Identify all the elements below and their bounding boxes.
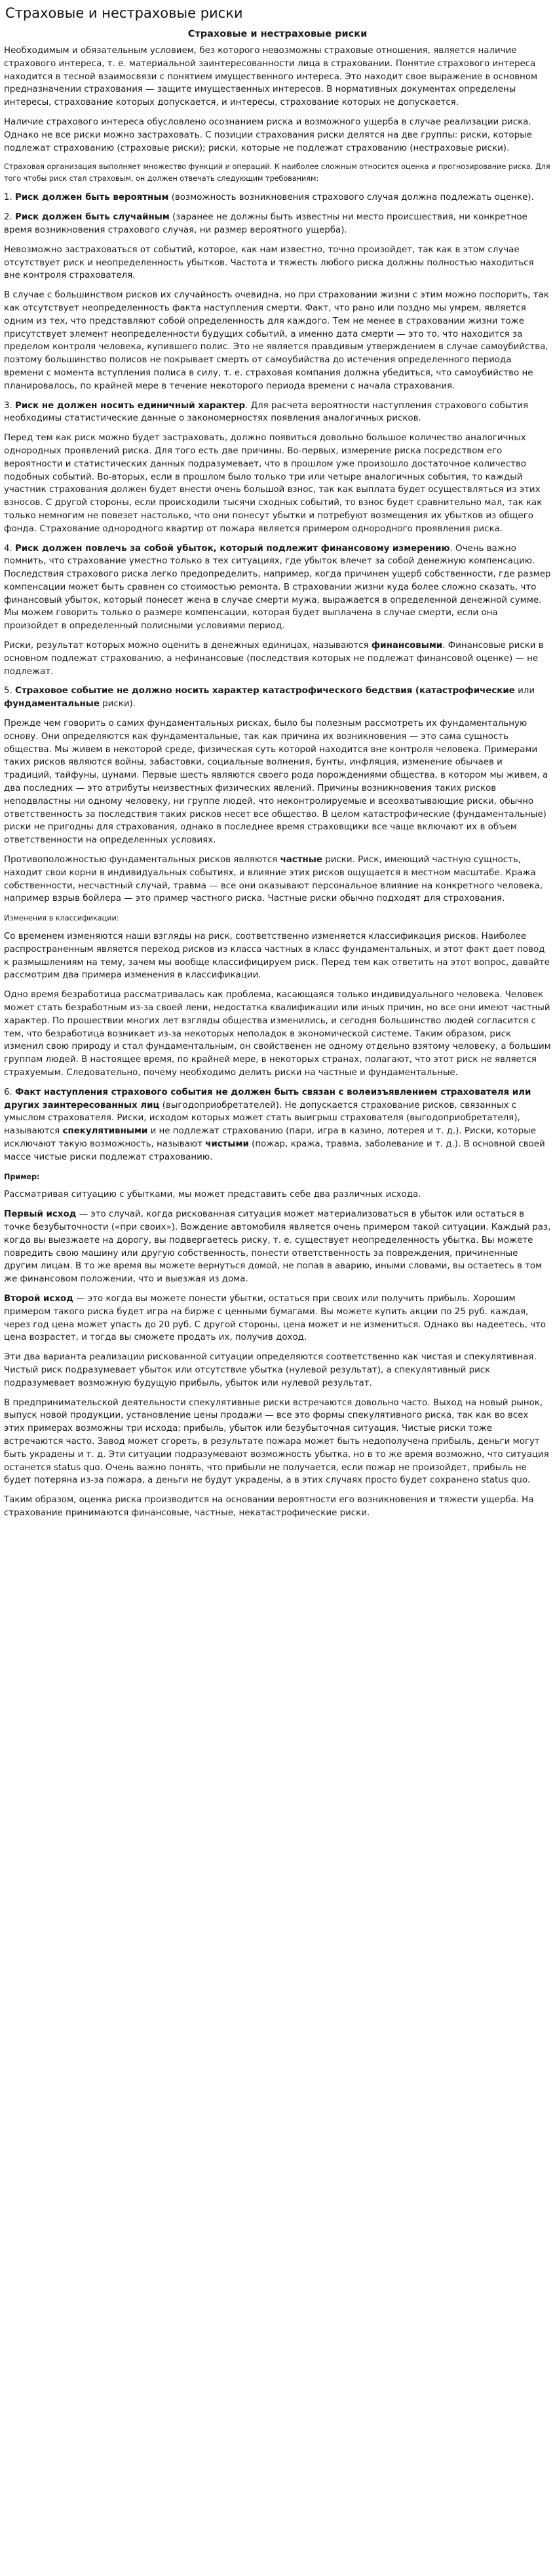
- req-number: 3.: [4, 400, 16, 411]
- paragraph: Со временем изменяются наши взгляды на риск, соответственно изменяется классификация рисков. Наиболее распространенным является переход рисков из класса частных в класс фундаментальных, и этот факт дает повод к размышлениям на тему, зачем мы вообще классифицируем риск. Перед тем как ответить на этот вопрос, давайте рассмотрим два примера изменения в классификации.: [4, 932, 550, 981]
- req-text: . Очень важно помнить, что страхование уместно только в тех ситуациях, где убыток влечет за собой денежную компенсацию. Последствия страхового риска легко предопределить, например, когда причинен ущерб собственности, где размер компенсации может быть сравнен со стоимостью ремонта. В страховании жизни куда более сложно сказать, что финансовый убыток, который понесет жена в случае смерти мужа, выражается в определенной денежной сумме. Мы можем говорить только о размере компенсации, которая будет выплачена в случае смерти, если она произойдет в определенный полисными условиями период.: [4, 543, 551, 632]
- text-fragment: риски. Риск, имеющий частную сущность, находит свои корни в индивидуальных событиях, и влияние этих рисков ощущается в местном масштабе. Кража собственности, несчастный случай, травма — все они оказывают персональное влияние на конкретного человека, например взрыв бойлера — это пример частного риска. Частные риски обычно подходят для страхования.: [4, 855, 543, 904]
- req-text: . Для расчета вероятности наступления страхового события необходимы статистические данные о закономерностях появления аналогичных рисков.: [4, 400, 529, 424]
- paragraph: [4, 639, 551, 678]
- outcome-2: [4, 1293, 551, 1344]
- paragraph: Рассматривая ситуацию с убытками, мы может представить себе два различных исхода.: [4, 1190, 421, 1200]
- requirement-4: [4, 542, 551, 634]
- req-number: 4.: [4, 543, 16, 554]
- paragraph: В случае с большинством рисков их случайность очевидна, но при страховании жизни с этим можно поспорить, так как отсутствует неопределенность факта наступления смерти. Факт, что рано или поздно мы умрем, является одним из тех, что представляют собой определенность для каждого. Тем не менее в страховании жизни тоже присутствует элемент неопределенности будущих событий, а именно дата смерти — это то, что находится за пределом контроля человека, купившего полис. Это не является правдивым утверждением в случае самоубийства, поэтому большинство полисов не покрывает смерть от самоубийства до истечения определенного периода времени с момента вступления полиса в силу, т. е. страховая компания должна убедиться, что самоубийство не планировалось, по крайней мере в течение некоторого периода времени с начала страхования.: [4, 290, 549, 391]
- text-fragment: (выгодоприобретателей). Не допускается страхование рисков, связанных с умыслом страхователя. Риски, исходом которых может стать выигрыш страхователя (выгодоприобретателя), называются: [4, 1100, 520, 1137]
- paragraph: Эти два варианта реализации рискованной ситуации определяются соответственно как чистая и спекулятивная. Чистый риск подразумевает убыток или отсутствие убытка (нулевой результат), а спекулятивный риск подразумевает возможную будущую прибыль, убыток или нулевой результат.: [4, 1352, 537, 1388]
- req-title: Риск должен быть вероятным: [15, 193, 169, 203]
- paragraph: В предпринимательской деятельности спекулятивные риски встречаются довольно часто. Выход на новый рынок, выпуск новой продукции, установление цены продажи — все это формы спекулятивного риска, так как во всех этих примерах возможны три исхода: прибыль, убыток или безубыточная ситуация. Чистые риски тоже встречаются часто. Завод может сгореть, в результате пожара может быть недополучена прибыль, деньги могут быть украдены и т. д. Эти ситуации подразумевают возможность убытка, но в то же время возможно, что ситуация останется status quo. Очень важно понять, что прибыли не получается, если пожар не произойдет, прибыль не будет потеряна из-за пожара, а деньги не будут украдены, а в этих случаях просто будет сохранено status quo.: [4, 1397, 549, 1486]
- outcome-title: Второй исход: [4, 1293, 73, 1304]
- requirement-1: [4, 191, 551, 204]
- paragraph: Перед тем как риск можно будет застраховать, должно появиться довольно большое количество аналогичных однородных проявлений риска. Для того есть две причины. Во-первых, измерение риска посредством его вероятности и статистических данных подразумевает, что в прошлом уже произошло достаточное количество подобных событий. Во-вторых, если в прошлом было только три или четыре аналогичных события, то каждый участник страхования должен будет внести очень большой взнос, так как выплата будет осуществляться из этих взносов. С другой стороны, если происходили тысячи сходных событий, то взнос будет сравнительно мал, так как только немногим не повезет настолько, что они понесут убытки и потребуют возмещения их убытков из общего фонда. Страхование однородного квартир от пожара является примером однородного проявления риска.: [4, 433, 543, 534]
- req-number: 1.: [4, 193, 16, 203]
- req-title: Риск должен повлечь за собой убыток, который подлежит финансовому измерению: [15, 543, 450, 554]
- paragraph: Невозможно застраховаться от событий, которое, как нам известно, точно произойдет, так как в этом случае отсутствует риск и неопределенность убытков. Частота и тяжесть любого риска должны полностью находиться вне контроля страхователя.: [4, 244, 534, 281]
- requirement-3: [4, 400, 551, 426]
- conclusion-paragraph: Таким образом, оценка риска производится на основании вероятности его возникновения и тяжести ущерба. На страхование принимаются финансовые, частные, некатастрофические риски.: [4, 1495, 534, 1518]
- intro-paragraph: Необходимым и обязательным условием, без которого невозможны страховые отношения, является наличие страхового интереса, т. е. материальной заинтересованности лица в страховании. Понятие страхового интереса находится в тесной взаимосвязи с понятием имущественного интереса. Это находит свое выражение в основном предназначении страхования — защите имущественных интересов. В нормативных документах определены интересы, страхование которых допускается, и интересы, страхование которых не допускается.: [4, 46, 538, 108]
- classification-heading: Изменения в классификации:: [4, 914, 119, 923]
- paragraph: Прежде чем говорить о самих фундаментальных рисках, было бы полезным рассмотреть их фундаментальную основу. Они определяются как фундаментальные, так как причина их возникновения — это сама сущность общества. Мы живем в некоторой среде, физическая суть которой находится вне контроля человека. Примерами таких рисков являются войны, забастовки, социальные волнения, бунты, инфляция, изменение обычаев и традиций, тайфуны, цунами. Первые шесть являются своего рода порождениями общества, в котором мы живем, а два последних — это атрибуты неизвестных физических явлений. Причины возникновения таких рисков неподвластны ни одному человеку, ни группе людей, что неконтролируемые и всеохватывающие риски, обычно ответственность за последствия таких рисков несет все общество. В целом катастрофические (фундаментальные) риски не пригодны для страхования, однако в последнее время страховщики все чаще включают их в объем ответственности на определенных условиях.: [4, 719, 548, 846]
- text-fragment: — это когда вы можете понести убытки, остаться при своих или получить прибыль. Хорошим примером такого риска будет игра на бирже с ценными бумагами. Вы можете купить акции по 25 руб. каждая, через год цена может упасть до 20 руб. С другой стороны, цена может и не измениться. Однако вы надеетесь, что цена возрастет, и тогда вы сможете продать их, получив доход.: [4, 1293, 546, 1343]
- req-number: 6.: [4, 1087, 16, 1097]
- term-speculative: спекулятивными: [62, 1126, 148, 1137]
- article-title: Страховые и нестраховые риски: [187, 29, 368, 39]
- example-heading: [4, 1171, 551, 1184]
- text-fragment: Противоположностью фундаментальных рисков являются: [4, 855, 280, 865]
- term-pure: чистыми: [205, 1139, 249, 1149]
- example-label: Пример:: [4, 1172, 40, 1181]
- text-fragment: Риски, результат которых можно оценить в денежных единицах, называются: [4, 641, 372, 651]
- req-number: 2.: [4, 212, 16, 223]
- req-title: Страховое событие не должно носить характер катастрофического бедствия (катастрофические: [15, 686, 515, 696]
- outcome-1: [4, 1208, 551, 1286]
- req-text: (заранее не должны быть известны ни место происшествия, ни конкретное время возникновения страхового случая, ни размер вероятного ущерба).: [4, 212, 527, 235]
- page-title: Страховые и нестраховые риски: [5, 5, 243, 21]
- text-fragment: и не подлежат страхованию (пари, игра в казино, лотерея и т. д.). Риски, которые исключают такую возможность, называют: [4, 1126, 536, 1149]
- term-private: частные: [280, 855, 322, 865]
- requirements-intro: Страховая организация выполняет множество функций и операций. К наиболее сложным относится оценка и прогнозирование риска. Для того чтобы риск стал страховым, он должен отвечать следующим требованиям:: [4, 162, 550, 183]
- requirement-6: [4, 1086, 551, 1164]
- req-text: (возможность возникновения страхового случая должна подлежать оценке).: [168, 193, 534, 203]
- req-number: 5.: [4, 686, 16, 696]
- paragraph: [4, 854, 551, 905]
- text-fragment: (пожар, кража, травма, заболевание и т. д.). В основной своей массе чистые риски подлежат страхованию.: [4, 1139, 545, 1162]
- term-fundamental: фундаментальные: [4, 699, 100, 710]
- requirement-2: [4, 211, 551, 237]
- text-fragment: — это случай, когда рискованная ситуация может материализоваться в убыток или остаться в точке безубыточности («при своих»). Вождение автомобиля является очень примером такой ситуации. Каждый раз, когда вы выезжаете на дорогу, вы подвергаетесь риску, т. е. существует неопределенность убытка. Вы можете повредить свою машину или другую собственность, понести ответственность за повреждения, причиненные другим лицам. В то же время вы можете вернуться домой, не попав в аварию, иными словами, вы остаетесь в том же финансовом положении, что и выезжая из дома.: [4, 1209, 551, 1285]
- requirement-5: [4, 685, 551, 711]
- req-title: Факт наступления страхового события не должен быть связан с волеизъявлением страхователя или других заинтересованных лиц: [4, 1087, 531, 1110]
- req-title: Риск не должен носить единичный характер: [15, 400, 246, 411]
- outcome-title: Первый исход: [4, 1209, 77, 1220]
- term-financial: финансовыми: [371, 641, 443, 651]
- intro-paragraph: Наличие страхового интереса обусловлено осознанием риска и возможного ущерба в случае реализации риска. Однако не все риски можно застраховать. С позиции страхования риски делятся на две группы: риски, которые подлежат страхованию (страховые риски); риски, которые не подлежат страхованию (нестраховые риски).: [4, 117, 532, 153]
- req-text: риски).: [99, 699, 136, 710]
- text-fragment: . Финансовые риски в основном подлежат страхованию, а нефинансовые (последствия которых не подлежат финансовой оценке) — не подлежат.: [4, 641, 544, 677]
- paragraph: Одно время безработица рассматривалась как проблема, касающаяся только индивидуального человека. Человек может стать безработным из-за своей лени, недостатка квалификации или иных причин, но все они имеют частный характер. По прошествии многих лет взгляды общества изменились, и сегодня большинство людей согласится с тем, что безработица возникает из-за некоторых неполадок в экономической системе. Таким образом, риск изменил свою природу и стал фундаментальным, он свойственен не одному отдельно взятому человеку, а большим группам людей. В настоящее время, по крайней мере, в некоторых странах, полагают, что этот риск не является страхуемым. Следовательно, почему необходимо делить риски на частные и фундаментальные.: [4, 990, 551, 1078]
- text-fragment: или: [514, 686, 535, 696]
- req-title: Риск должен быть случайным: [15, 212, 170, 223]
